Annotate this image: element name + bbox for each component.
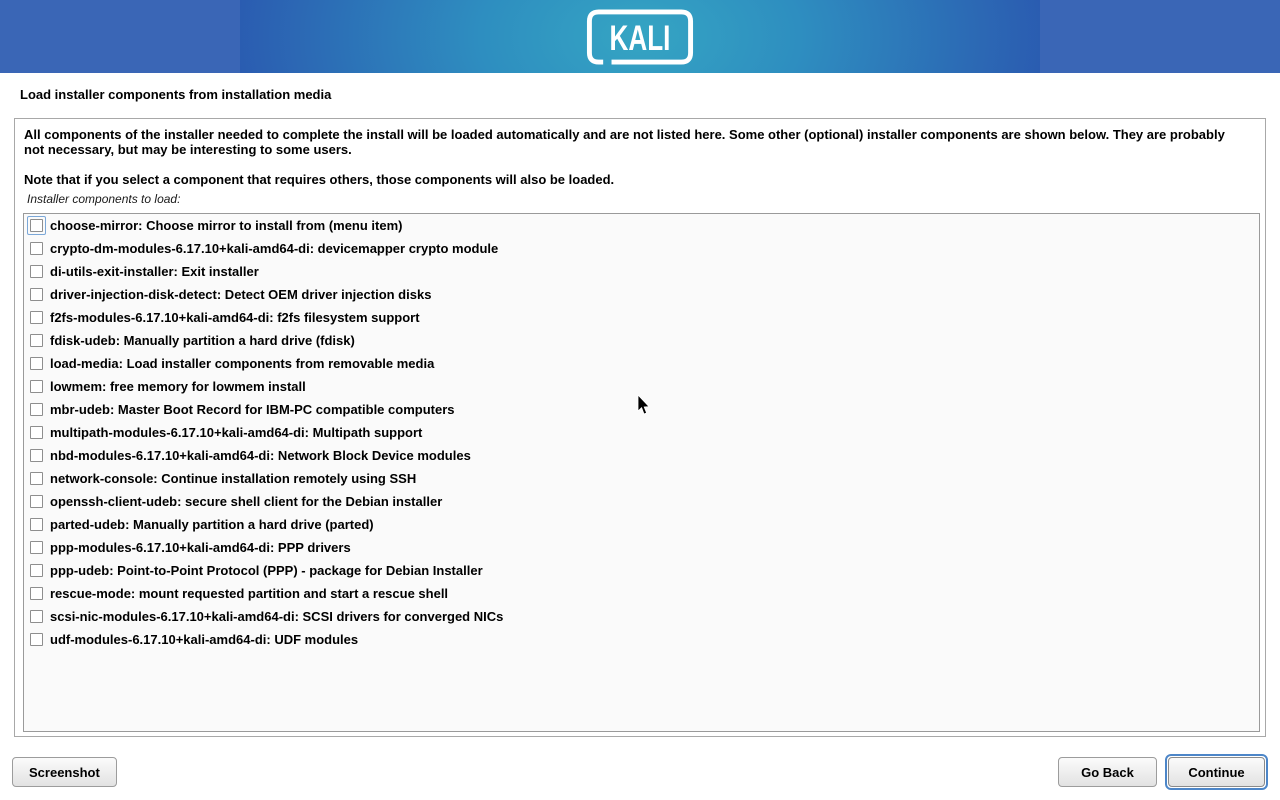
main-content-frame (14, 118, 1266, 737)
component-label: multipath-modules-6.17.10+kali-amd64-di: Multipath support (50, 425, 423, 440)
checkbox-wrap (27, 584, 46, 603)
checkbox-icon[interactable] (30, 242, 43, 255)
checkbox-icon[interactable] (30, 472, 43, 485)
component-list-item[interactable] (24, 352, 1259, 375)
component-list-item[interactable] (24, 582, 1259, 605)
checkbox-icon[interactable] (30, 380, 43, 393)
checkbox-icon[interactable] (30, 357, 43, 370)
checkbox-icon[interactable] (30, 495, 43, 508)
component-label: load-media: Load installer components from removable media (50, 356, 435, 371)
page-title: Load installer components from installation media (20, 87, 332, 102)
component-label: ppp-modules-6.17.10+kali-amd64-di: PPP drivers (50, 540, 351, 555)
component-list-item[interactable] (24, 605, 1259, 628)
note-paragraph: Note that if you select a component that requires others, those components will also be loaded. (24, 172, 615, 187)
checkbox-wrap (27, 377, 46, 396)
component-list-item[interactable] (24, 536, 1259, 559)
checkbox-wrap (27, 308, 46, 327)
checkbox-wrap (27, 630, 46, 649)
checkbox-icon[interactable] (30, 633, 43, 646)
checkbox-icon[interactable] (30, 403, 43, 416)
component-list-item[interactable] (24, 444, 1259, 467)
component-label: udf-modules-6.17.10+kali-amd64-di: UDF modules (50, 632, 359, 647)
checkbox-wrap (27, 285, 46, 304)
component-label: nbd-modules-6.17.10+kali-amd64-di: Network Block Device modules (50, 448, 471, 463)
component-list-item[interactable] (24, 214, 1259, 237)
component-label: rescue-mode: mount requested partition and start a rescue shell (50, 586, 449, 601)
checkbox-icon[interactable] (30, 334, 43, 347)
component-list-item[interactable] (24, 421, 1259, 444)
checkbox-wrap (27, 400, 46, 419)
checkbox-wrap (27, 515, 46, 534)
component-list-item[interactable] (24, 237, 1259, 260)
checkbox-icon[interactable] (30, 610, 43, 623)
component-list-item[interactable] (24, 559, 1259, 582)
component-label: mbr-udeb: Master Boot Record for IBM-PC compatible computers (50, 402, 455, 417)
component-list-item[interactable] (24, 260, 1259, 283)
mouse-cursor-icon (637, 395, 651, 416)
checkbox-icon[interactable] (30, 587, 43, 600)
continue-button-focus-ring (1165, 754, 1268, 790)
checkbox-wrap (27, 239, 46, 258)
checkbox-icon[interactable] (30, 518, 43, 531)
checkbox-icon[interactable] (30, 311, 43, 324)
intro-paragraph: All components of the installer needed to complete the install will be loaded automatically and are not listed here. Some other (optional) installer components are shown below. They are probably not necessary, but may be interesting to some users. (24, 127, 1225, 157)
checkbox-wrap (27, 561, 46, 580)
checkbox-icon[interactable] (30, 541, 43, 554)
checkbox-icon[interactable] (30, 288, 43, 301)
component-label: parted-udeb: Manually partition a hard drive (parted) (50, 517, 374, 532)
checkbox-wrap (27, 331, 46, 350)
component-list-item[interactable] (24, 628, 1259, 651)
checkbox-wrap (27, 469, 46, 488)
component-label: network-console: Continue installation remotely using SSH (50, 471, 417, 486)
component-label: di-utils-exit-installer: Exit installer (50, 264, 259, 279)
screenshot-button[interactable]: Screenshot (12, 757, 117, 787)
checkbox-wrap (27, 492, 46, 511)
checkbox-icon[interactable] (30, 426, 43, 439)
go-back-button[interactable]: Go Back (1058, 757, 1157, 787)
installer-banner (0, 0, 1280, 73)
component-list-item[interactable] (24, 283, 1259, 306)
component-label: fdisk-udeb: Manually partition a hard drive (fdisk) (50, 333, 355, 348)
component-list-item[interactable] (24, 306, 1259, 329)
kali-logo-icon (585, 7, 695, 67)
list-caption: Installer components to load: (27, 192, 181, 206)
checkbox-icon[interactable] (30, 564, 43, 577)
checkbox-icon[interactable] (30, 449, 43, 462)
checkbox-wrap (27, 423, 46, 442)
component-label: f2fs-modules-6.17.10+kali-amd64-di: f2fs filesystem support (50, 310, 420, 325)
checkbox-icon[interactable] (30, 219, 43, 232)
checkbox-wrap (27, 538, 46, 557)
component-list-item[interactable] (24, 513, 1259, 536)
component-label: openssh-client-udeb: secure shell client for the Debian installer (50, 494, 443, 509)
svg-text:KALI: KALI (609, 18, 671, 58)
component-label: ppp-udeb: Point-to-Point Protocol (PPP) - package for Debian Installer (50, 563, 483, 578)
component-label: scsi-nic-modules-6.17.10+kali-amd64-di: SCSI drivers for converged NICs (50, 609, 504, 624)
component-list-item[interactable] (24, 467, 1259, 490)
component-list-item[interactable] (24, 329, 1259, 352)
component-list-item[interactable] (24, 490, 1259, 513)
component-list (23, 213, 1260, 732)
checkbox-wrap (27, 262, 46, 281)
component-label: crypto-dm-modules-6.17.10+kali-amd64-di: devicemapper crypto module (50, 241, 499, 256)
checkbox-wrap (27, 607, 46, 626)
checkbox-wrap (27, 354, 46, 373)
component-label: driver-injection-disk-detect: Detect OEM driver injection disks (50, 287, 432, 302)
component-label: lowmem: free memory for lowmem install (50, 379, 306, 394)
checkbox-wrap (27, 216, 46, 235)
checkbox-wrap (27, 446, 46, 465)
checkbox-icon[interactable] (30, 265, 43, 278)
continue-button[interactable]: Continue (1168, 757, 1265, 787)
component-label: choose-mirror: Choose mirror to install from (menu item) (50, 218, 403, 233)
